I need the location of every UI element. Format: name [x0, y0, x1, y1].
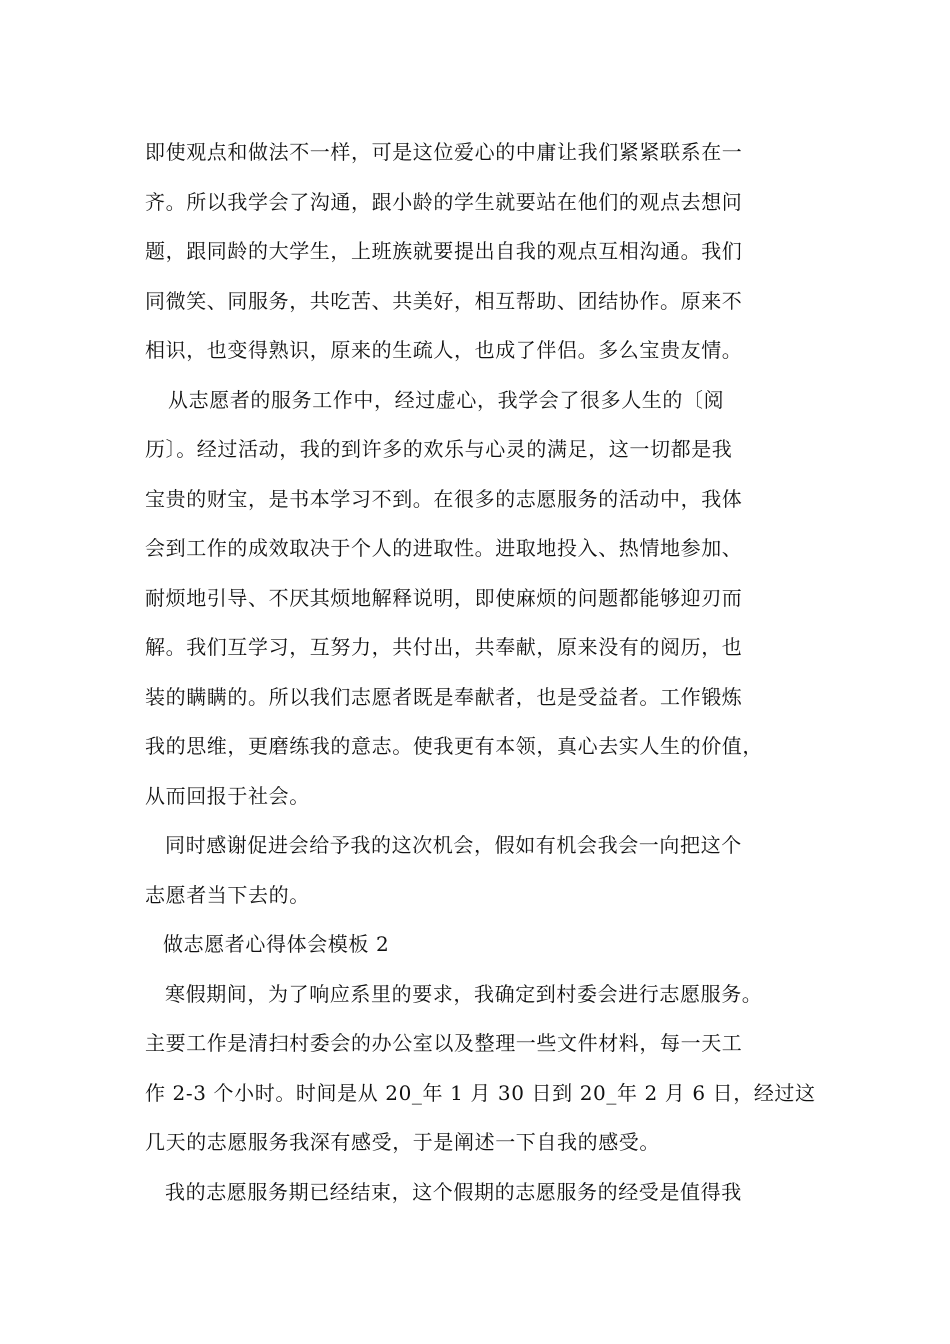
paragraph-start-line: 同时感谢促进会给予我的这次机会，假如有机会我会一向把这个 [165, 833, 742, 857]
text-line: 即使观点和做法不一样，可是这位爱心的中庸让我们紧紧联系在一 [145, 140, 743, 164]
text-line: 作 2-3 个小时。时间是从 20_年 1 月 30 日到 20_年 2 月 6 日，经过这 [145, 1080, 816, 1105]
section-heading: 做志愿者心得体会模板 2 [163, 932, 390, 956]
text-line: 主要工作是清扫村委会的办公室以及整理一些文件材料，每一天工 [145, 1031, 743, 1055]
text-line: 同微笑、同服务，共吃苦、共美好，相互帮助、团结协作。原来不 [145, 288, 743, 313]
text-line: 我的思维，更磨练我的意志。使我更有本领，真心去实人生的价值， [145, 734, 763, 758]
text-line: 装的瞒瞒的。所以我们志愿者既是奉献者，也是受益者。工作锻炼 [145, 684, 743, 709]
text-line: 耐烦地引导、不厌其烦地解释说明，即使麻烦的问题都能够迎刃而 [145, 585, 743, 610]
text-line: 从而回报于社会。 [145, 783, 310, 808]
text-line: 题，跟同龄的大学生，上班族就要提出自我的观点互相沟通。我们 [145, 239, 743, 263]
text-line: 相识，也变得熟识，原来的生疏人，也成了伴侣。多么宝贵友情。 [145, 338, 743, 362]
text-line: 齐。所以我学会了沟通，跟小龄的学生就要站在他们的观点去想问 [145, 189, 743, 214]
paragraph-start-line: 我的志愿服务期已经结束，这个假期的志愿服务的经受是值得我 [165, 1179, 742, 1204]
text-line: 历〕。经过活动，我的到许多的欢乐与心灵的满足，这一切都是我 [145, 437, 733, 461]
paragraph-start-line: 从志愿者的服务工作中，经过虚心，我学会了很多人生的〔阅 [168, 387, 725, 412]
text-line: 志愿者当下去的。 [145, 882, 310, 907]
text-line: 会到工作的成效取决于个人的进取性。进取地投入、热情地参加、 [145, 536, 743, 560]
text-line: 解。我们互学习，互努力，共付出，共奉献，原来没有的阅历，也 [145, 635, 743, 659]
document-body [145, 128, 825, 1217]
text-line: 几天的志愿服务我深有感受，于是阐述一下自我的感受。 [145, 1130, 660, 1154]
paragraph-start-line: 寒假期间，为了响应系里的要求，我确定到村委会进行志愿服务。 [165, 981, 763, 1006]
text-line: 宝贵的财宝，是书本学习不到。在很多的志愿服务的活动中，我体 [145, 486, 743, 511]
